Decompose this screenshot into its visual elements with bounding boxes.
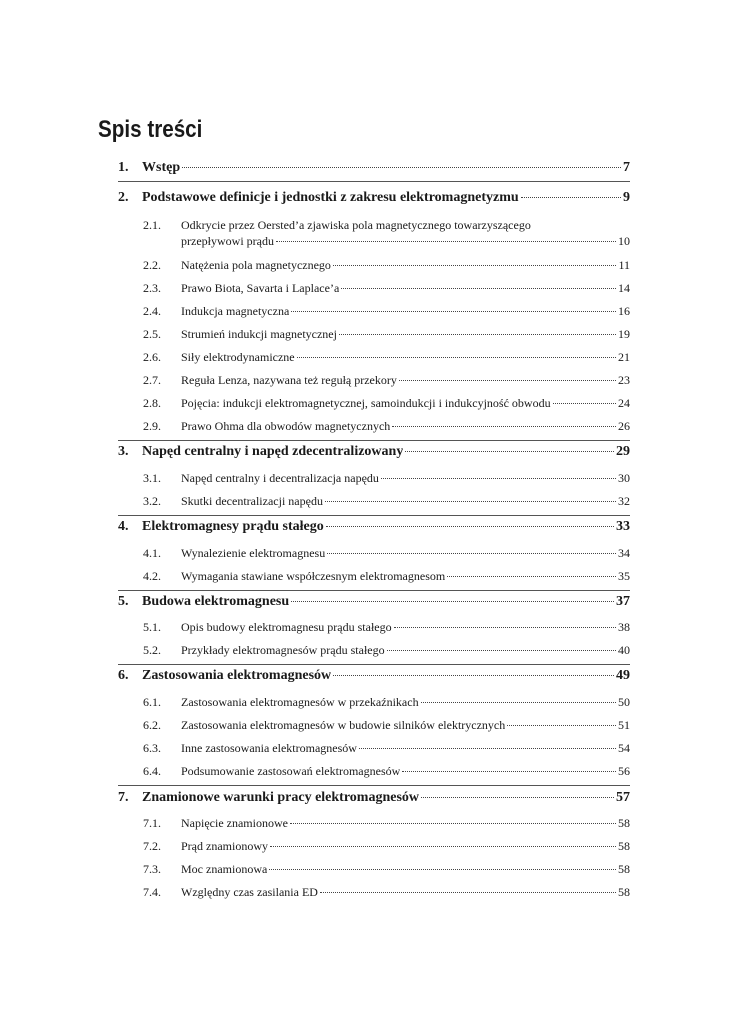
section-number: 2.1.	[143, 218, 161, 232]
chapter-number: 5.	[118, 594, 129, 609]
dot-leader	[290, 823, 616, 824]
section-number: 2.3.	[143, 281, 161, 295]
page-number: 29	[616, 444, 630, 459]
page-number: 26	[618, 419, 630, 433]
chapter-number: 2.	[118, 190, 129, 205]
toc-chapter-1[interactable]	[118, 160, 630, 176]
dot-leader	[333, 265, 617, 266]
chapter-number: 6.	[118, 668, 129, 683]
chapter-title: Napęd centralny i napęd zdecentralizowany	[142, 444, 404, 459]
section-title: Natężenia pola magnetycznego	[181, 258, 331, 272]
section-title: Strumień indukcji magnetycznej	[181, 327, 337, 341]
section-number: 4.1.	[143, 546, 161, 560]
divider	[118, 664, 630, 665]
section-number: 6.4.	[143, 764, 161, 778]
toc-section-7-3[interactable]	[143, 862, 630, 877]
dot-leader	[359, 748, 616, 749]
toc-chapter-2[interactable]	[118, 190, 630, 206]
section-title: Prawo Ohma dla obwodów magnetycznych	[181, 419, 391, 433]
toc-section-7-2[interactable]	[143, 839, 630, 854]
dot-leader	[291, 601, 614, 602]
page-number: 40	[618, 643, 630, 657]
section-number: 7.1.	[143, 816, 161, 830]
section-number: 3.1.	[143, 471, 161, 485]
chapter-number: 3.	[118, 444, 129, 459]
dot-leader	[447, 576, 616, 577]
page-number: 19	[618, 327, 630, 341]
page-number: 21	[618, 350, 630, 364]
section-number: 7.3.	[143, 862, 161, 876]
page-number: 32	[618, 494, 630, 508]
chapter-title: Wstęp	[142, 160, 181, 175]
toc-section-3-2[interactable]	[143, 494, 630, 509]
chapter-number: 7.	[118, 790, 129, 805]
toc-section-3-1[interactable]	[143, 471, 630, 486]
dot-leader	[297, 357, 616, 358]
section-title: Inne zastosowania elektromagnesów	[181, 741, 357, 755]
chapter-title: Budowa elektromagnesu	[142, 594, 290, 609]
page-number: 58	[618, 816, 630, 830]
dot-leader	[182, 167, 621, 168]
section-title: Podsumowanie zastosowań elektromagnesów	[181, 764, 401, 778]
section-title: Wymagania stawiane współczesnym elektromagnesom	[181, 569, 446, 583]
dot-leader	[327, 553, 616, 554]
section-number: 2.2.	[143, 258, 161, 272]
page-number: 11	[618, 258, 630, 272]
section-number: 6.3.	[143, 741, 161, 755]
section-title: Prąd znamionowy	[181, 839, 268, 853]
dot-leader	[387, 650, 616, 651]
page-number: 24	[618, 396, 630, 410]
page-number: 10	[618, 234, 630, 248]
dot-leader	[421, 797, 614, 798]
dot-leader	[326, 526, 614, 527]
section-title: Moc znamionowa	[181, 862, 268, 876]
divider	[118, 181, 630, 182]
dot-leader	[291, 311, 616, 312]
dot-leader	[394, 627, 616, 628]
dot-leader	[333, 675, 614, 676]
section-title: Pojęcia: indukcji elektromagnetycznej, samoindukcji i indukcyjność obwodu	[181, 396, 551, 410]
section-title: Względny czas zasilania ED	[181, 885, 318, 899]
section-number: 2.8.	[143, 396, 161, 410]
page-number: 57	[616, 790, 630, 805]
section-number: 2.9.	[143, 419, 161, 433]
dot-leader	[270, 846, 616, 847]
page-number: 23	[618, 373, 630, 387]
toc-section-2-4[interactable]	[143, 304, 630, 319]
dot-leader	[341, 288, 616, 289]
dot-leader	[421, 702, 616, 703]
dot-leader	[392, 426, 616, 427]
toc-section-4-2[interactable]	[143, 569, 630, 584]
section-number: 6.2.	[143, 718, 161, 732]
dot-leader	[521, 197, 621, 198]
section-number: 2.7.	[143, 373, 161, 387]
page-number: 14	[618, 281, 630, 295]
divider	[118, 515, 630, 516]
dot-leader	[399, 380, 616, 381]
chapter-title: Elektromagnesy prądu stałego	[142, 519, 324, 534]
chapter-title: Znamionowe warunki pracy elektromagnesów	[142, 790, 420, 805]
section-title: Przykłady elektromagnesów prądu stałego	[181, 643, 385, 657]
toc-section-2-6[interactable]	[143, 350, 630, 365]
section-number: 2.6.	[143, 350, 161, 364]
section-title: Napęd centralny i decentralizacja napędu	[181, 471, 379, 485]
dot-leader	[381, 478, 616, 479]
page-number: 50	[618, 695, 630, 709]
section-title: Napięcie znamionowe	[181, 816, 288, 830]
toc-section-4-1[interactable]	[143, 546, 630, 561]
toc-chapter-7[interactable]	[118, 790, 630, 806]
section-title: Siły elektrodynamiczne	[181, 350, 295, 364]
toc-section-7-1[interactable]	[143, 816, 630, 831]
section-number: 5.1.	[143, 620, 161, 634]
section-title: Skutki decentralizacji napędu	[181, 494, 323, 508]
section-number: 7.2.	[143, 839, 161, 853]
toc-chapter-6[interactable]	[118, 668, 630, 684]
chapter-number: 4.	[118, 519, 129, 534]
chapter-title: Podstawowe definicje i jednostki z zakresu elektromagnetyzmu	[142, 190, 519, 205]
dot-leader	[553, 403, 616, 404]
page-number: 33	[616, 519, 630, 534]
toc-section-6-3[interactable]	[143, 741, 630, 756]
dot-leader	[405, 451, 614, 452]
toc-section-2-3[interactable]	[143, 281, 630, 296]
section-title: Zastosowania elektromagnesów w przekaźnikach	[181, 695, 419, 709]
section-title-line2: przepływowi prądu	[181, 234, 274, 248]
page-number: 30	[618, 471, 630, 485]
page-title: Spis treści	[98, 116, 203, 143]
toc-section-6-2[interactable]	[143, 718, 630, 733]
toc-chapter-5[interactable]	[118, 594, 630, 610]
section-title: Indukcja magnetyczna	[181, 304, 290, 318]
section-number: 7.4.	[143, 885, 161, 899]
chapter-title: Zastosowania elektromagnesów	[142, 668, 332, 683]
section-number: 2.5.	[143, 327, 161, 341]
dot-leader	[339, 334, 616, 335]
dot-leader	[507, 725, 616, 726]
toc-chapter-4[interactable]	[118, 519, 630, 535]
page-number: 49	[616, 668, 630, 683]
toc-section-2-8[interactable]	[143, 396, 630, 411]
toc-section-2-5[interactable]	[143, 327, 630, 342]
dot-leader	[320, 892, 616, 893]
page-number: 34	[618, 546, 630, 560]
page-number: 58	[618, 885, 630, 899]
toc-chapter-3[interactable]	[118, 444, 630, 460]
toc-section-6-4[interactable]	[143, 764, 630, 779]
section-title: Prawo Biota, Savarta i Laplace’a	[181, 281, 340, 295]
page-number: 51	[618, 718, 630, 732]
dot-leader	[276, 241, 616, 242]
toc-section-2-7[interactable]	[143, 373, 630, 388]
divider	[118, 785, 630, 786]
page-number: 56	[618, 764, 630, 778]
section-number: 6.1.	[143, 695, 161, 709]
page-number: 16	[618, 304, 630, 318]
dot-leader	[269, 869, 616, 870]
page-number: 9	[623, 190, 630, 205]
section-title: Wynalezienie elektromagnesu	[181, 546, 326, 560]
section-number: 5.2.	[143, 643, 161, 657]
section-number: 4.2.	[143, 569, 161, 583]
page-number: 7	[623, 160, 630, 175]
section-title: Reguła Lenza, nazywana też regułą przekory	[181, 373, 397, 387]
page-number: 37	[616, 594, 630, 609]
toc-section-5-2[interactable]	[143, 643, 630, 658]
dot-leader	[325, 501, 616, 502]
section-title-line1: Odkrycie przez Oersted’a zjawiska pola magnetycznego towarzyszącego	[181, 218, 531, 232]
dot-leader	[402, 771, 616, 772]
page-number: 54	[618, 741, 630, 755]
section-number: 2.4.	[143, 304, 161, 318]
chapter-number: 1.	[118, 160, 129, 175]
toc-section-2-9[interactable]	[143, 419, 630, 434]
page-number: 38	[618, 620, 630, 634]
page-number: 58	[618, 839, 630, 853]
section-title: Opis budowy elektromagnesu prądu stałego	[181, 620, 392, 634]
page-number: 35	[618, 569, 630, 583]
toc-section-5-1[interactable]	[143, 620, 630, 635]
page-number: 58	[618, 862, 630, 876]
divider	[118, 440, 630, 441]
section-title: Zastosowania elektromagnesów w budowie silników elektrycznych	[181, 718, 506, 732]
divider	[118, 590, 630, 591]
toc-section-2-2[interactable]	[143, 258, 630, 273]
toc-section-6-1[interactable]	[143, 695, 630, 710]
toc-section-7-4[interactable]	[143, 885, 630, 900]
section-number: 3.2.	[143, 494, 161, 508]
